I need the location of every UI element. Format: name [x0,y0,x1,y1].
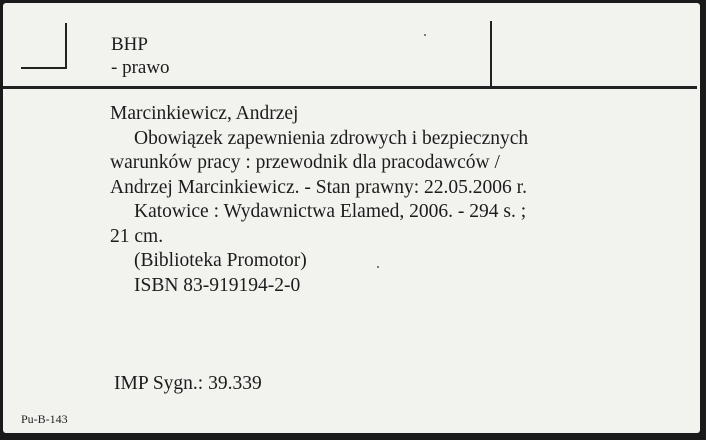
title-line: Andrzej Marcinkiewicz. - Stan prawny: 22.05.2006 r. [110,176,527,198]
vertical-rule [490,21,492,89]
subject-heading: BHP [111,34,148,55]
title-line: Obowiązek zapewnienia zdrowych i bezpiecznych [134,127,529,149]
publication-line: 21 cm. [110,225,164,247]
speck [424,34,426,36]
corner-mark [21,23,67,69]
publication-line: Katowice : Wydawnictwa Elamed, 2006. - 294 s. ; [134,201,527,222]
author: Marcinkiewicz, Andrzej [110,103,299,124]
speck [377,266,379,268]
series: (Biblioteka Promotor) [134,250,307,271]
subject-subdivision: - prawo [111,57,170,78]
bibliographic-entry [110,102,670,298]
catalog-card [3,3,700,433]
horizontal-rule [3,86,697,89]
call-number: IMP Sygn.: 39.339 [114,373,262,394]
form-code: Pu-B-143 [21,412,68,426]
title-line: warunków pracy : przewodnik dla pracodawców / [110,152,500,173]
isbn: ISBN 83-919194-2-0 [134,274,301,296]
